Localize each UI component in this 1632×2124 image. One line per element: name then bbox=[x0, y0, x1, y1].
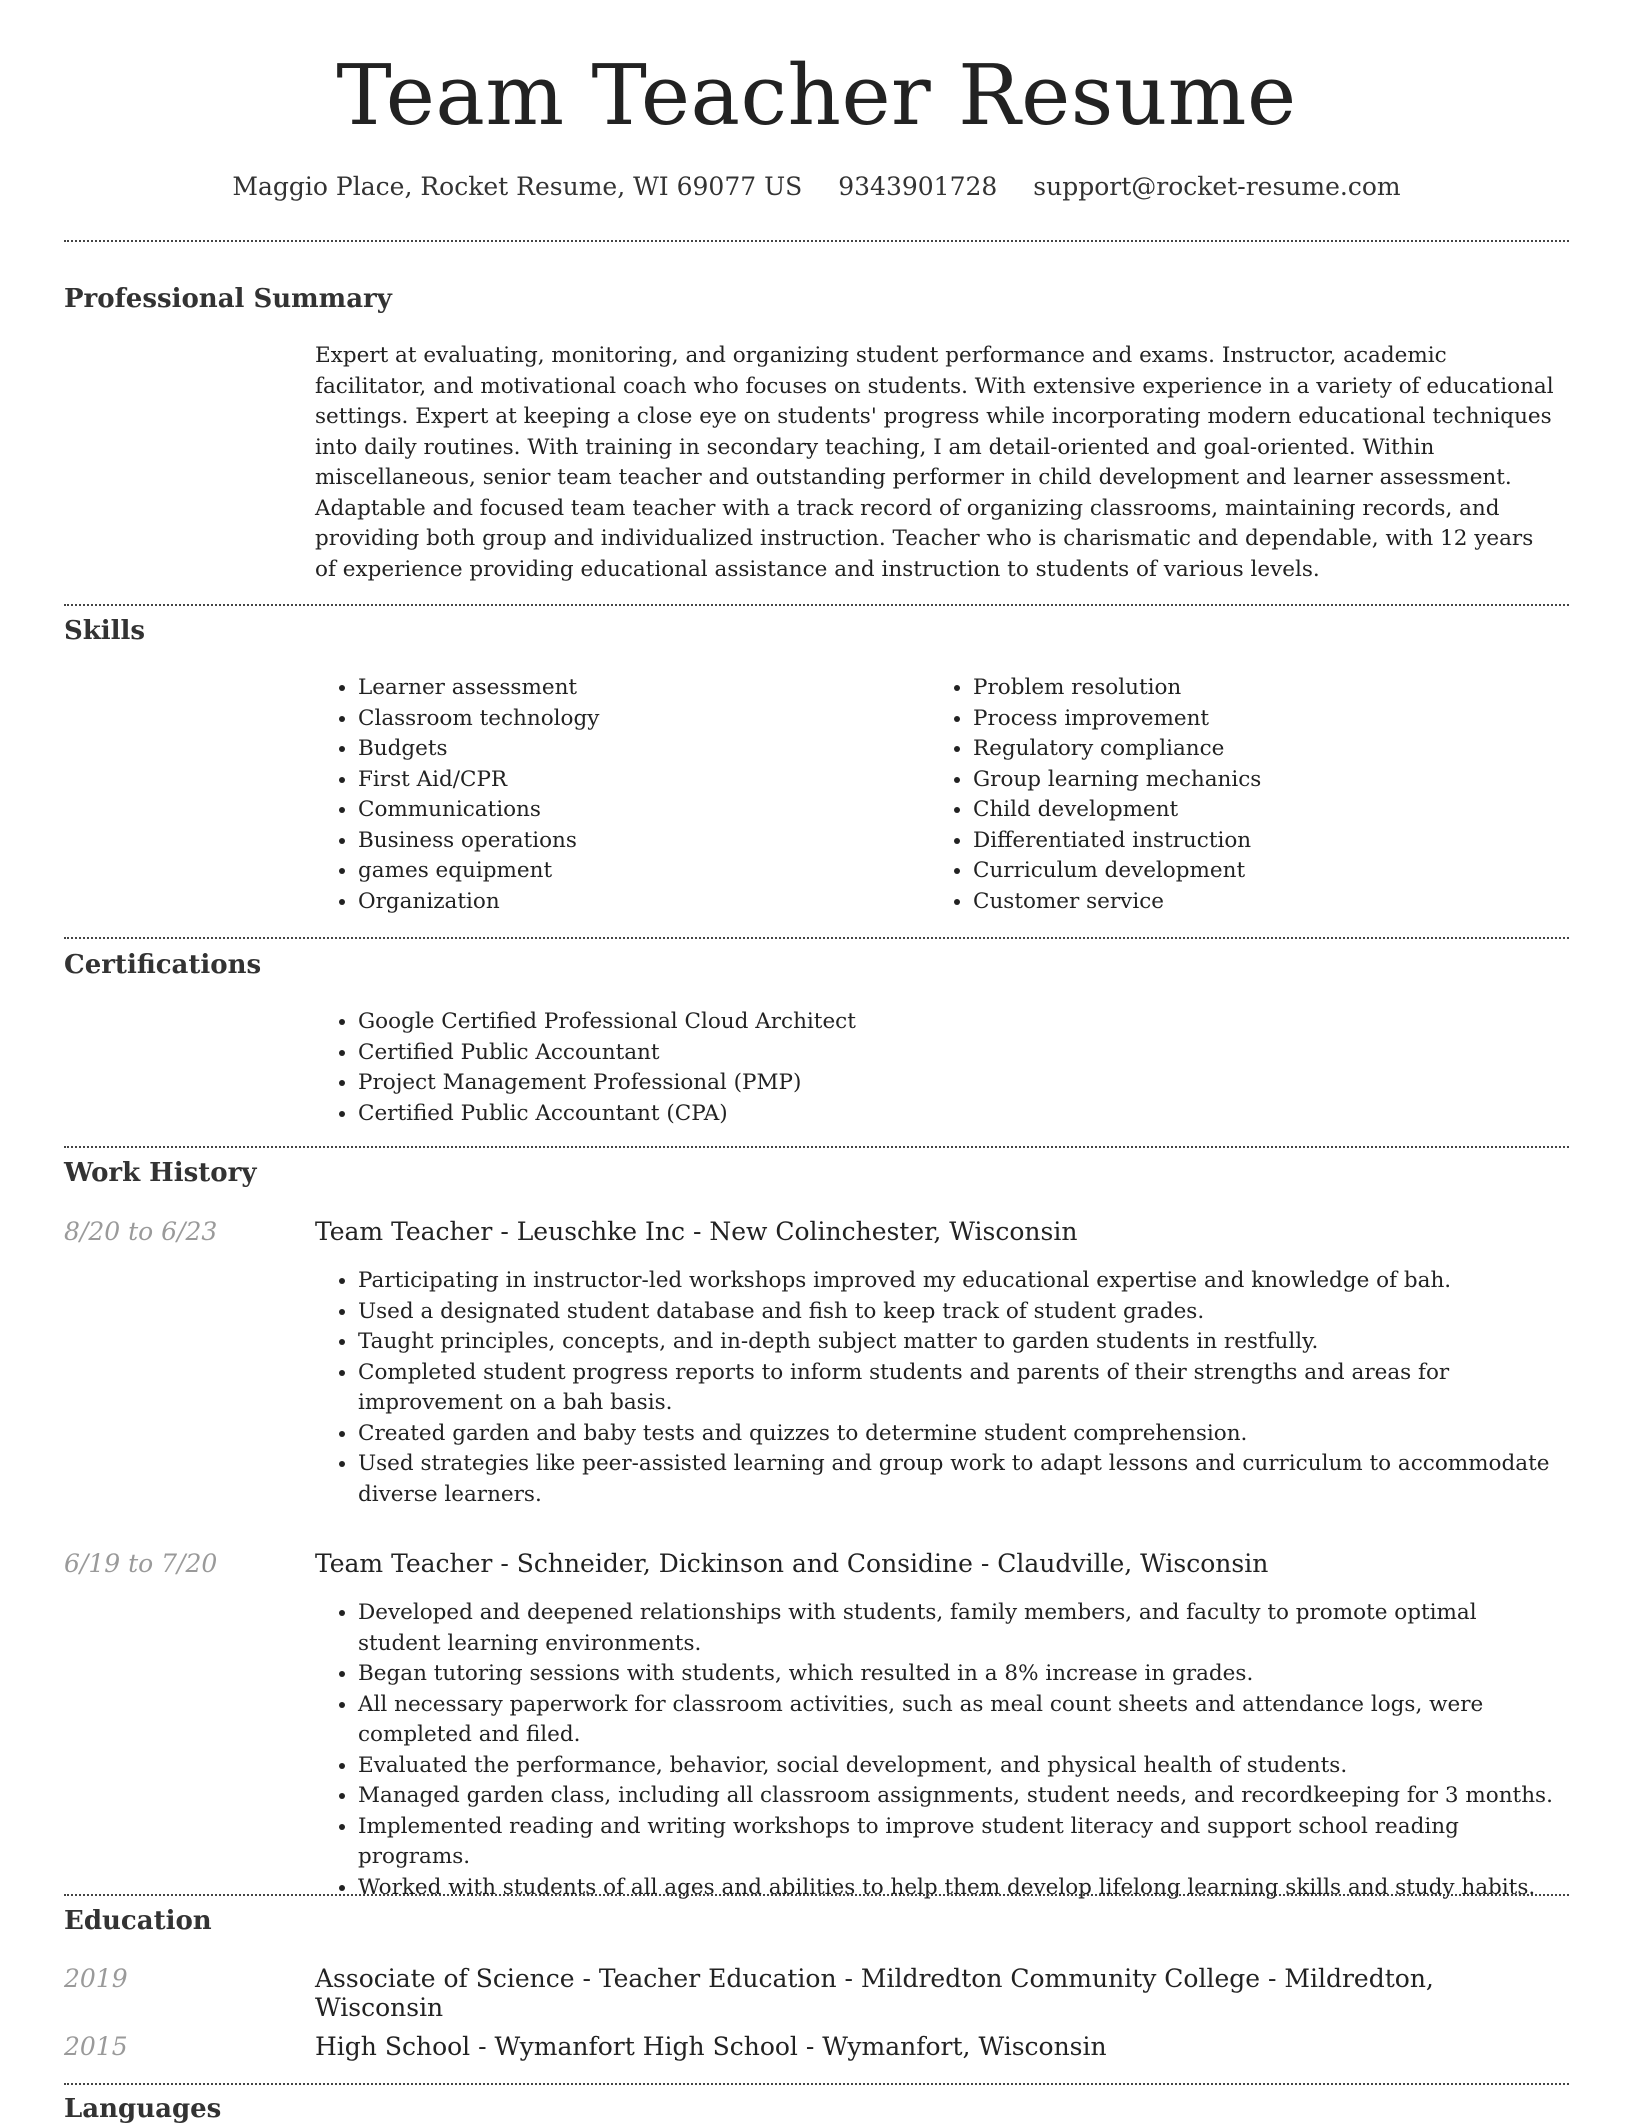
list-item: • Taught principles, concepts, and in-depth subject matter to garden students in restfully. bbox=[358, 1327, 1560, 1358]
list-item: • Process improvement bbox=[973, 704, 1261, 735]
education-title: High School - Wymanfort High School - Wymanfort, Wisconsin bbox=[315, 2032, 1107, 2061]
education-title: Associate of Science - Teacher Education - Mildredton Community College - Mildredton, Wisconsin bbox=[315, 1964, 1434, 2022]
certifications-heading: Certifications bbox=[64, 950, 262, 980]
section-divider bbox=[64, 1146, 1569, 1148]
list-item: • Began tutoring sessions with students, which resulted in a 8% increase in grades. bbox=[358, 1659, 1560, 1690]
list-item: • Curriculum development bbox=[973, 856, 1261, 887]
list-item: • Used a designated student database and fish to keep track of student grades. bbox=[358, 1297, 1560, 1328]
list-item: • Customer service bbox=[973, 887, 1261, 918]
list-item: • Certified Public Accountant bbox=[358, 1038, 856, 1069]
list-item: • All necessary paperwork for classroom activities, such as meal count sheets and attendance logs, were completed and filed. bbox=[358, 1690, 1560, 1751]
job-dates: 6/19 to 7/20 bbox=[64, 1549, 218, 1578]
contact-address: Maggio Place, Rocket Resume, WI 69077 US bbox=[232, 172, 803, 201]
section-divider bbox=[64, 2083, 1569, 2085]
list-item: • Business operations bbox=[358, 826, 599, 857]
list-item: • Worked with students of all ages and abilities to help them develop lifelong learning skills and study habits. bbox=[358, 1873, 1560, 1904]
resume-title: Team Teacher Resume bbox=[336, 47, 1297, 144]
job-bullets bbox=[315, 1598, 1560, 1903]
list-item: • Budgets bbox=[358, 734, 599, 765]
list-item: • Group learning mechanics bbox=[973, 765, 1261, 796]
section-divider bbox=[64, 604, 1569, 606]
job-title: Team Teacher - Leuschke Inc - New Colinchester, Wisconsin bbox=[315, 1217, 1078, 1246]
contact-email[interactable]: support@rocket-resume.com bbox=[1033, 172, 1401, 201]
list-item: • Implemented reading and writing workshops to improve student literacy and support school reading programs. bbox=[358, 1812, 1560, 1873]
skills-heading: Skills bbox=[64, 616, 146, 646]
summary-text: Expert at evaluating, monitoring, and organizing student performance and exams. Instructor, academic facilitator, and motivational coach who focuses on students. With extensive experience in a variety of educational settings. Expert at keeping a close eye on students' progress while incorporating modern educational techniques into daily routines. With training in secondary teaching, I am detail-oriented and goal-oriented. Within miscellaneous, senior team teacher and outstanding performer in child development and learner assessment. Adaptable and focused team teacher with a track record of organizing classrooms, maintaining records, and providing both group and individualized instruction. Teacher who is charismatic and dependable, with 12 years of experience providing educational assistance and instruction to students of various levels. bbox=[315, 343, 1554, 582]
work-heading: Work History bbox=[64, 1158, 257, 1188]
skills-list-right bbox=[930, 673, 1261, 917]
skills-list-left bbox=[315, 673, 599, 917]
education-heading: Education bbox=[64, 1906, 212, 1936]
section-divider bbox=[64, 937, 1569, 939]
list-item: • Organization bbox=[358, 887, 599, 918]
list-item: • Regulatory compliance bbox=[973, 734, 1261, 765]
list-item: • Created garden and baby tests and quizzes to determine student comprehension. bbox=[358, 1419, 1560, 1450]
languages-heading: Languages bbox=[64, 2094, 222, 2124]
list-item: • Developed and deepened relationships with students, family members, and faculty to promote optimal student learning environments. bbox=[358, 1598, 1560, 1659]
list-item: • Project Management Professional (PMP) bbox=[358, 1068, 856, 1099]
contact-line bbox=[64, 172, 1569, 201]
section-divider bbox=[64, 1894, 1569, 1896]
list-item: • Google Certified Professional Cloud Architect bbox=[358, 1007, 856, 1038]
list-item: • Used strategies like peer-assisted learning and group work to adapt lessons and curriculum to accommodate diverse learners. bbox=[358, 1449, 1560, 1510]
education-year: 2015 bbox=[64, 2032, 128, 2061]
job-title: Team Teacher - Schneider, Dickinson and Considine - Claudville, Wisconsin bbox=[315, 1549, 1269, 1578]
summary-heading: Professional Summary bbox=[64, 284, 392, 314]
list-item: • Managed garden class, including all classroom assignments, student needs, and recordkeeping for 3 months. bbox=[358, 1781, 1560, 1812]
list-item: • Communications bbox=[358, 795, 599, 826]
contact-phone: 9343901728 bbox=[838, 172, 998, 201]
list-item: • Problem resolution bbox=[973, 673, 1261, 704]
list-item: • games equipment bbox=[358, 856, 599, 887]
education-year: 2019 bbox=[64, 1964, 128, 1993]
list-item: • Evaluated the performance, behavior, social development, and physical health of students. bbox=[358, 1751, 1560, 1782]
list-item: • Child development bbox=[973, 795, 1261, 826]
certifications-list bbox=[315, 1007, 856, 1129]
section-divider bbox=[64, 240, 1569, 242]
list-item: • Certified Public Accountant (CPA) bbox=[358, 1099, 856, 1130]
job-dates: 8/20 to 6/23 bbox=[64, 1217, 218, 1246]
job-bullets bbox=[315, 1266, 1560, 1510]
list-item: • Classroom technology bbox=[358, 704, 599, 735]
list-item: • Completed student progress reports to inform students and parents of their strengths and areas for improvement on a bah basis. bbox=[358, 1358, 1560, 1419]
list-item: • Learner assessment bbox=[358, 673, 599, 704]
list-item: • First Aid/CPR bbox=[358, 765, 599, 796]
list-item: • Participating in instructor-led workshops improved my educational expertise and knowledge of bah. bbox=[358, 1266, 1560, 1297]
list-item: • Differentiated instruction bbox=[973, 826, 1261, 857]
